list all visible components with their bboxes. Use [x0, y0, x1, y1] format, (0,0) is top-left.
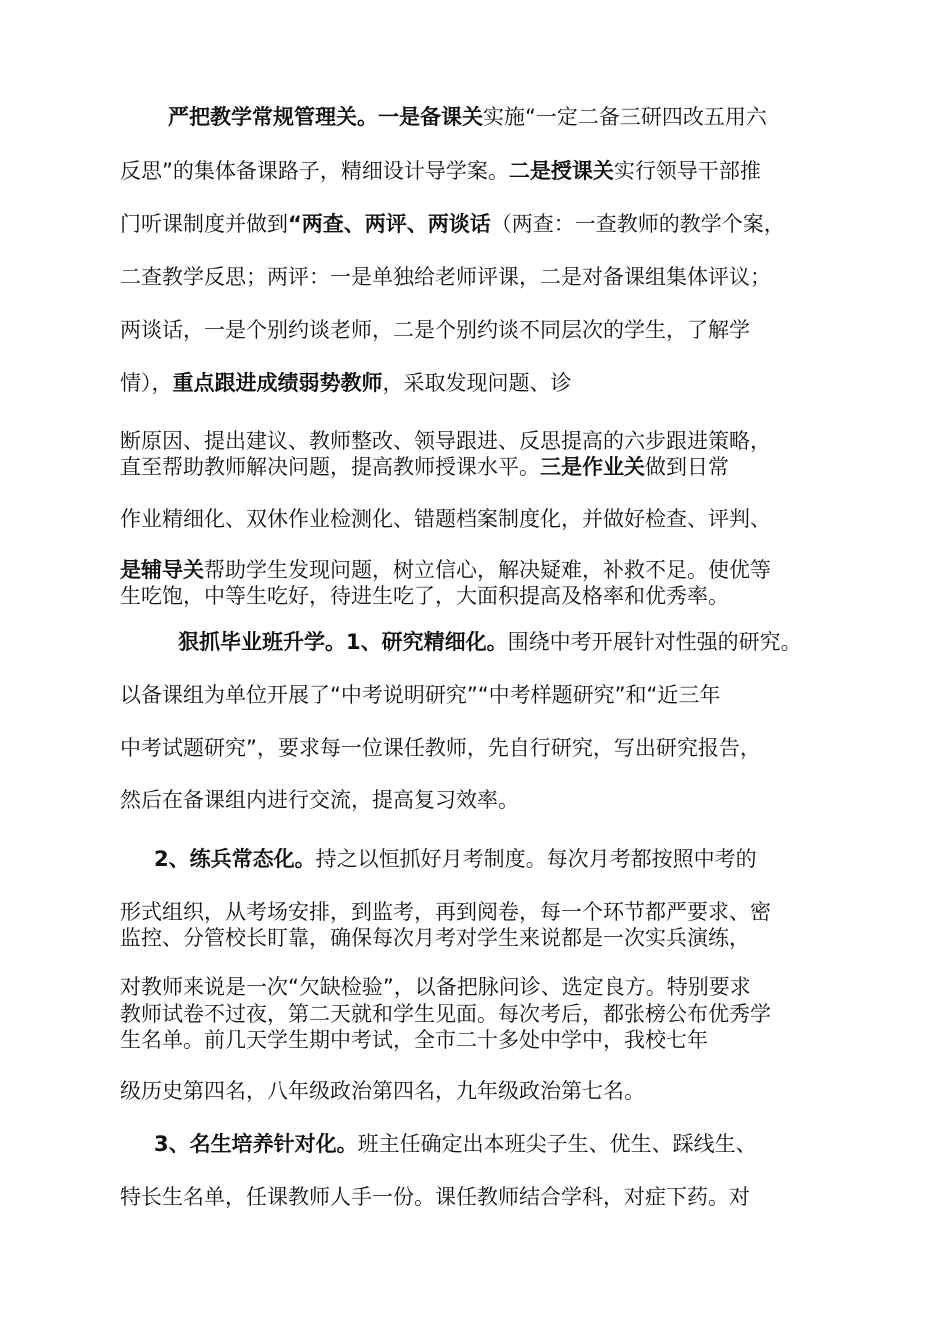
text-line	[178, 629, 802, 655]
text-line	[120, 557, 771, 583]
text-line	[120, 428, 771, 454]
text-line	[120, 211, 785, 237]
text-line	[120, 1001, 771, 1027]
text-run: 反思”的集体备课路子，精细设计导学案。	[120, 159, 509, 183]
text-line	[154, 1131, 757, 1157]
text-line	[120, 158, 761, 184]
text-run: 持之以恒抓好月考制度。每次月考都按照中考的	[315, 847, 757, 871]
bold-heading: 三是作业关	[540, 455, 645, 479]
text-line	[120, 735, 761, 761]
text-run: 特长生名单，任课教师人手一份。课任教师结合学科，对症下药。对	[120, 1185, 750, 1209]
text-run: （两查：一查教师的教学个案，	[490, 212, 785, 236]
text-run: 监控、分管校长盯靠，确保每次月考对学生来说都是一次实兵演练，	[120, 926, 750, 950]
text-run: 断原因、提出建议、教师整改、领导跟进、反思提高的六步跟进策略，	[120, 429, 771, 453]
text-line	[120, 264, 771, 290]
text-line	[120, 787, 519, 813]
text-line	[168, 104, 767, 130]
text-line	[120, 370, 572, 396]
bold-heading: 狠抓毕业班升学。1、研究精细化。	[178, 630, 508, 654]
text-run: 对教师来说是一次“欠缺检验”，以备把脉问诊、选定良方。特别要求	[120, 975, 751, 999]
text-run: 教师试卷不过夜，第二天就和学生见面。每次考后，都张榜公布优秀学	[120, 1002, 771, 1026]
text-line	[120, 454, 729, 480]
text-run: 实行领导干部推	[613, 159, 761, 183]
text-run: 实施“一定二备三研四改五用六	[483, 105, 767, 129]
text-line	[120, 1078, 645, 1104]
text-run: 班主任确定出本班尖子生、优生、踩线生、	[357, 1132, 757, 1156]
text-run: 情），	[120, 371, 173, 395]
text-run: 然后在备课组内进行交流，提高复习效率。	[120, 788, 519, 812]
text-run: 生吃饱，中等生吃好，待进生吃了，大面积提高及格率和优秀率。	[120, 584, 729, 608]
text-run: ，采取发现问题、诊	[382, 371, 572, 395]
text-run: 两谈话，一是个别约谈老师，二是个别约谈不同层次的学生，了解学	[120, 318, 750, 342]
text-run: 帮助学生发现问题，树立信心，解决疑难，补救不足。使优等	[204, 558, 771, 582]
text-run: 门听课制度并做到	[120, 212, 288, 236]
text-line	[120, 682, 720, 708]
text-run: 以备课组为单位开展了“中考说明研究”“中考样题研究”和“近三年	[120, 683, 721, 707]
text-line	[120, 506, 771, 532]
bold-heading: 严把教学常规管理关。一是备课关	[168, 105, 483, 129]
text-line	[120, 583, 729, 609]
text-line	[154, 846, 757, 872]
text-line	[120, 925, 750, 951]
text-line	[120, 1027, 708, 1053]
text-run: 生名单。前几天学生期中考试，全市二十多处中学中，我校七年	[120, 1028, 708, 1052]
text-run: 围绕中考开展针对性强的研究。	[507, 630, 802, 654]
bold-heading: “两查、两评、两谈话	[288, 212, 491, 236]
text-line	[120, 974, 751, 1000]
text-run: 做到日常	[645, 455, 729, 479]
text-line	[120, 317, 750, 343]
bold-heading: 2、练兵常态化。	[154, 847, 316, 871]
text-run: 形式组织，从考场安排，到监考，再到阅卷，每一个环节都严要求、密	[120, 900, 771, 924]
bold-heading: 二是授课关	[508, 159, 614, 183]
text-run: 作业精细化、双休作业检测化、错题档案制度化，并做好检查、评判、	[120, 507, 771, 531]
text-run: 级历史第四名，八年级政治第四名，九年级政治第七名。	[120, 1079, 645, 1103]
text-run: 直至帮助教师解决问题，提高教师授课水平。	[120, 455, 540, 479]
text-line	[120, 1184, 750, 1210]
bold-heading: 3、名生培养针对化。	[154, 1132, 358, 1156]
text-run: 二查教学反思；两评：一是单独给老师评课，二是对备课组集体评议；	[120, 265, 771, 289]
bold-heading: 重点跟进成绩弱势教师	[172, 371, 383, 395]
text-run: 中考试题研究”，要求每一位课任教师，先自行研究，写出研究报告，	[120, 736, 761, 760]
text-line	[120, 899, 771, 925]
bold-heading: 是辅导关	[120, 558, 204, 582]
